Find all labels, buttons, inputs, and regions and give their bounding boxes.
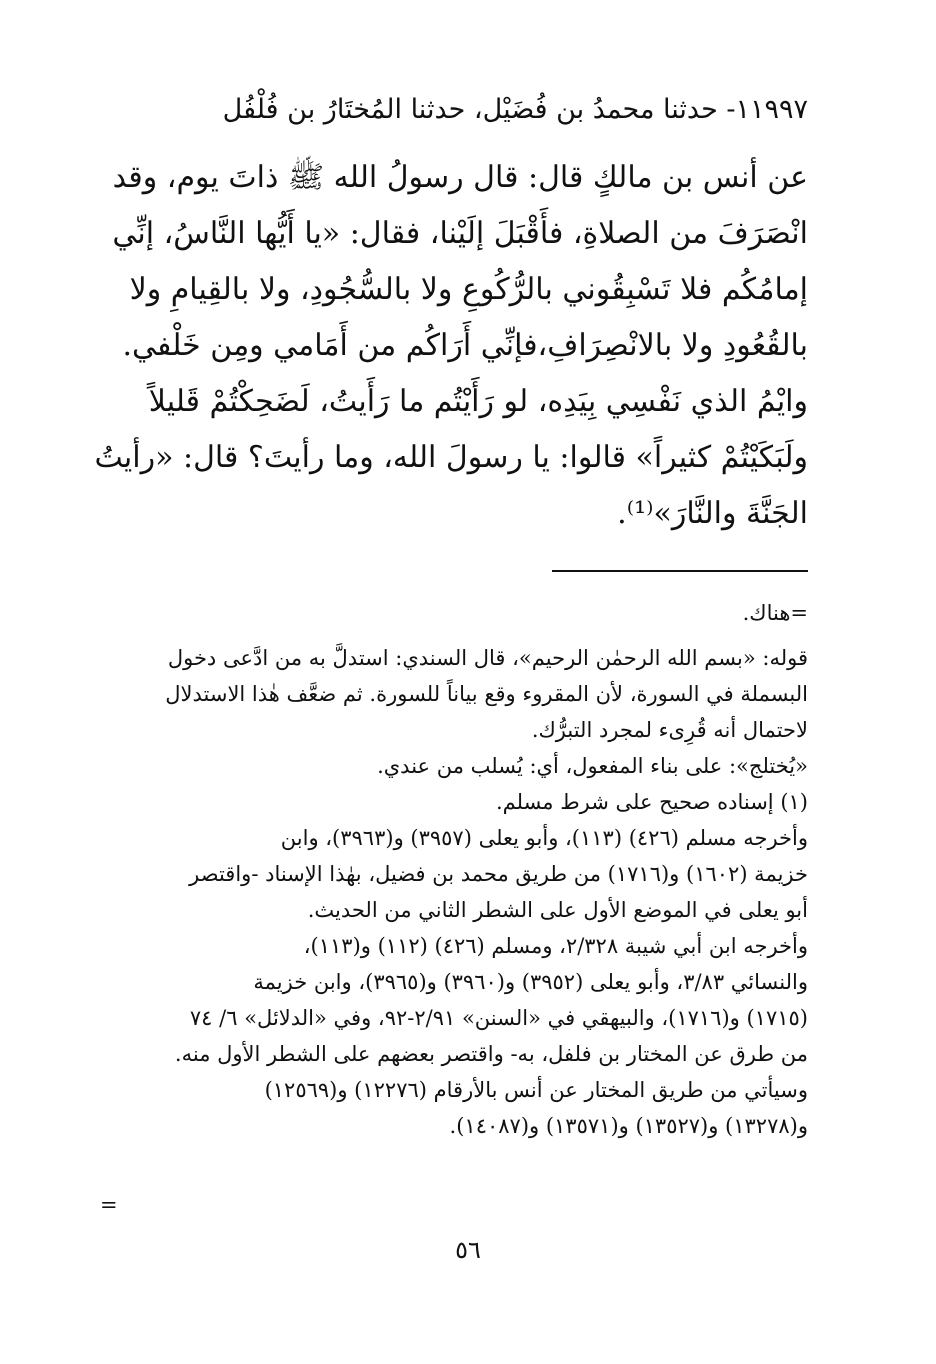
footnote-line: «يُختلج»: على بناء المفعول، أي: يُسلب من عندي.: [377, 754, 808, 778]
page-number: ٥٦: [455, 1236, 481, 1264]
footnote-line: وسيأتي من طريق المختار عن أنس بالأرقام (١٢٢٧٦) و(١٢٥٦٩): [264, 1078, 808, 1102]
footnote-line: والنسائي ٣/٨٣، وأبو يعلى (٣٩٥٢) و(٣٩٦٠) و(٣٩٦٥)، وابن خزيمة: [253, 970, 808, 994]
footnotes: [100, 640, 808, 1144]
footnote-carry-over: [100, 595, 808, 631]
text-line: ولَبَكَيْتُمْ كثيراً» قالوا: يا رسولَ الله، وما رأيتَ؟ قال: «رأيتُ: [94, 440, 808, 475]
text-line: الجَنَّةَ والنَّارَ»⁽¹⁾.: [617, 496, 808, 531]
footnote-line: من طرق عن المختار بن فلفل، به- واقتصر بعضهم على الشطر الأول منه.: [174, 1042, 808, 1066]
footnote-line: وأخرجه مسلم (٤٢٦) (١١٣)، وأبو يعلى (٣٩٥٧) و(٣٩٦٣)، وابن: [280, 826, 808, 850]
hadith-heading: ١١٩٩٧- حدثنا محمدُ بن فُضَيْل، حدثنا المُختَارُ بن فُلْفُل: [222, 94, 808, 125]
text-line: إمامُكُم فلا تَسْبِقُوني بالرُّكُوعِ ولا بالسُّجُودِ، ولا بالقِيامِ ولا: [129, 272, 808, 307]
footnote-line: وأخرجه ابن أبي شيبة ٢/٣٢٨، ومسلم (٤٢٦) (١١٢) و(١١٣)،: [303, 934, 808, 958]
text-line: عن أنس بن مالكٍ قال: قال رسولُ الله ﷺ ذاتَ يوم، وقد: [112, 160, 808, 195]
footnote-line: و(١٣٢٧٨) و(١٣٥٢٧) و(١٣٥٧١) و(١٤٠٨٧).: [449, 1114, 808, 1138]
footnote-line: =هناك.: [742, 601, 808, 625]
hadith-paragraph-2: [94, 374, 808, 542]
footnote-separator: [552, 570, 808, 572]
text-line: وايْمُ الذي نَفْسِي بِيَدِه، لو رَأَيْتُم ما رَأَيتُ، لَضَحِكْتُمْ قَليلاً: [148, 384, 808, 419]
footnote-line: (١٧١٥) و(١٧١٦)، والبيهقي في «السنن» ٢/٩١-٩٢، وفي «الدلائل» ٦/ ٧٤: [189, 1006, 808, 1030]
footnote-line: خزيمة (١٦٠٢) و(١٧١٦) من طريق محمد بن فضيل، بهٰذا الإسناد -واقتصر: [189, 862, 808, 886]
footnote-line: البسملة في السورة، لأن المقروء وقع بياناً للسورة. ثم ضعَّف هٰذا الاستدلال: [165, 682, 808, 706]
footnote-line: (١) إسناده صحيح على شرط مسلم.: [495, 790, 808, 814]
footnote-line: لاحتمال أنه قُرِىء لمجرد التبرُّك.: [531, 718, 808, 742]
footnote-line: قوله: «بسم الله الرحمٰن الرحيم»، قال السندي: استدلَّ به من ادَّعى دخول: [167, 646, 808, 670]
text-line: انْصَرَفَ من الصلاةِ، فأَقْبَلَ إلَيْنا، فقال: «يا أَيُّها النَّاسُ، إنِّي: [112, 216, 808, 251]
text-line: بالقُعُودِ ولا بالانْصِرَافِ،فإنِّي أَرَاكُم من أَمَامي ومِن خَلْفي.: [122, 328, 808, 363]
footnote-line: أبو يعلى في الموضع الأول على الشطر الثاني من الحديث.: [307, 898, 808, 922]
footnote-continuation-marker: =: [100, 1193, 118, 1217]
hadith-paragraph-1: [100, 150, 808, 374]
